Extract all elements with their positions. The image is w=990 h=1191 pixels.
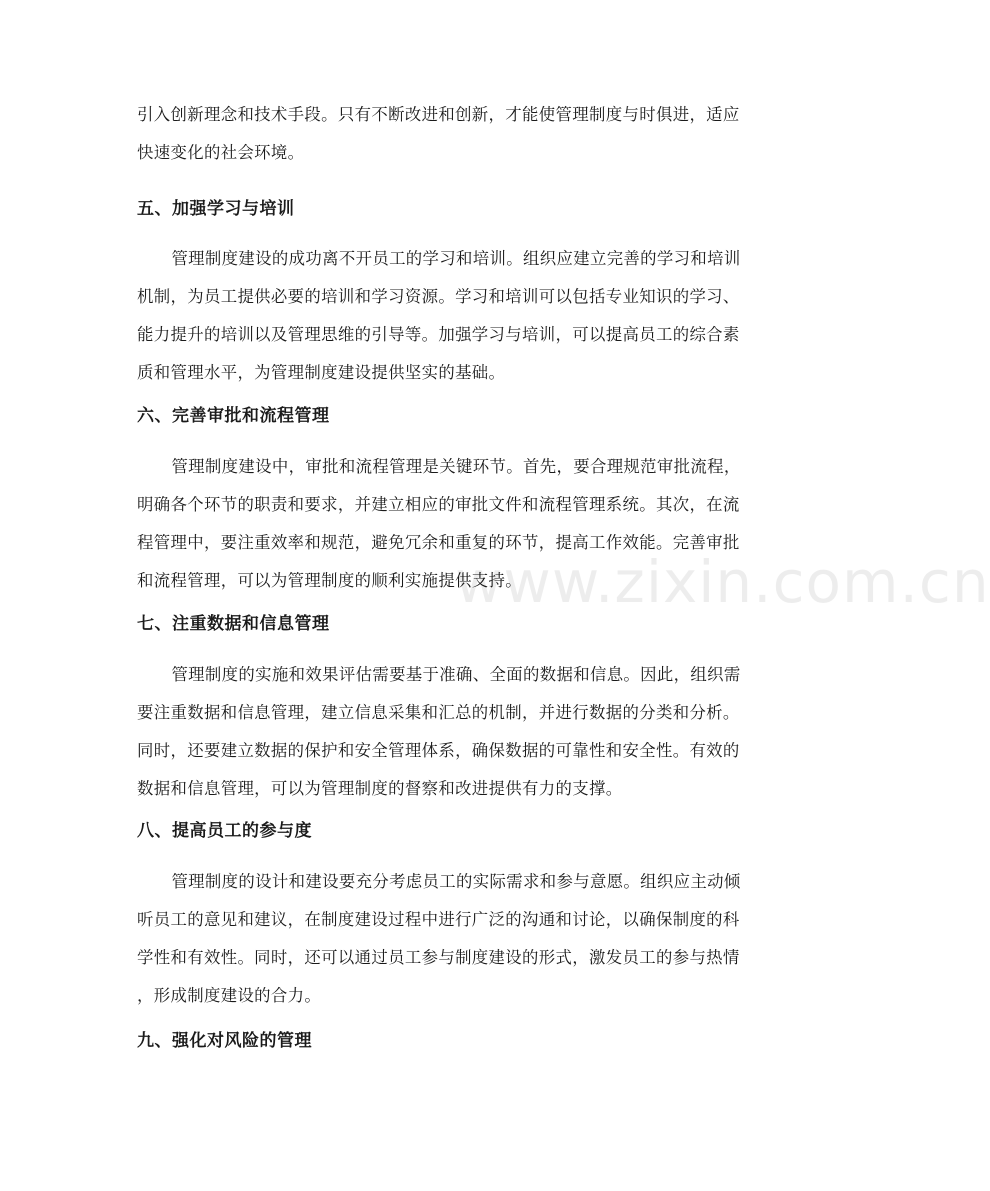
paragraph-line: 和流程管理，可以为管理制度的顺利实施提供支持。 (137, 571, 523, 590)
paragraph-line: ，形成制度建设的合力。 (137, 986, 322, 1005)
paragraph-line: 程管理中，要注重效率和规范，避免冗余和重复的环节，提高工作效能。完善审批 (137, 533, 740, 552)
section-8-paragraph (137, 863, 801, 1015)
heading-section-7: 七、注重数据和信息管理 (137, 614, 330, 634)
paragraph-line: 管理制度建设的成功离不开员工的学习和培训。组织应建立完善的学习和培训 (171, 249, 741, 268)
section-7-paragraph (137, 656, 801, 808)
section-heading (137, 612, 801, 636)
paragraph-line: 引入创新理念和技术手段。只有不断改进和创新，才能使管理制度与时俱进，适应 (137, 105, 740, 124)
paragraph-line: 管理制度的实施和效果评估需要基于准确、全面的数据和信息。因此，组织需 (171, 665, 741, 684)
heading-section-5: 五、加强学习与培训 (137, 199, 295, 219)
section-heading (137, 197, 801, 221)
section-5-paragraph (137, 240, 801, 392)
paragraph-line: 听员工的意见和建议，在制度建设过程中进行广泛的沟通和讨论，以确保制度的科 (137, 910, 740, 929)
paragraph-line: 学性和有效性。同时，还可以通过员工参与制度建设的形式，激发员工的参与热情 (137, 948, 740, 967)
intro-paragraph (137, 96, 801, 172)
paragraph-line: 要注重数据和信息管理，建立信息采集和汇总的机制，并进行数据的分类和分析。 (137, 703, 740, 722)
paragraph-line: 同时，还要建立数据的保护和安全管理体系，确保数据的可靠性和安全性。有效的 (137, 741, 740, 760)
paragraph-line: 快速变化的社会环境。 (137, 143, 305, 162)
paragraph-line: 管理制度建设中，审批和流程管理是关键环节。首先，要合理规范审批流程， (171, 457, 741, 476)
paragraph-line: 明确各个环节的职责和要求，并建立相应的审批文件和流程管理系统。其次，在流 (137, 495, 740, 514)
heading-section-8: 八、提高员工的参与度 (137, 821, 312, 841)
section-heading (137, 1029, 801, 1053)
section-heading (137, 404, 801, 428)
paragraph-line: 机制，为员工提供必要的培训和学习资源。学习和培训可以包括专业知识的学习、 (137, 287, 740, 306)
paragraph-line: 质和管理水平，为管理制度建设提供坚实的基础。 (137, 363, 506, 382)
watermark-text: www.zixin.com.cn (455, 548, 990, 616)
section-heading (137, 819, 801, 843)
paragraph-line: 数据和信息管理，可以为管理制度的督察和改进提供有力的支撑。 (137, 779, 623, 798)
paragraph-line: 能力提升的培训以及管理思维的引导等。加强学习与培训，可以提高员工的综合素 (137, 325, 740, 344)
paragraph-line: 管理制度的设计和建设要充分考虑员工的实际需求和参与意愿。组织应主动倾 (171, 872, 741, 891)
heading-section-6: 六、完善审批和流程管理 (137, 406, 330, 426)
heading-section-9: 九、强化对风险的管理 (137, 1031, 312, 1051)
section-6-paragraph (137, 448, 801, 600)
